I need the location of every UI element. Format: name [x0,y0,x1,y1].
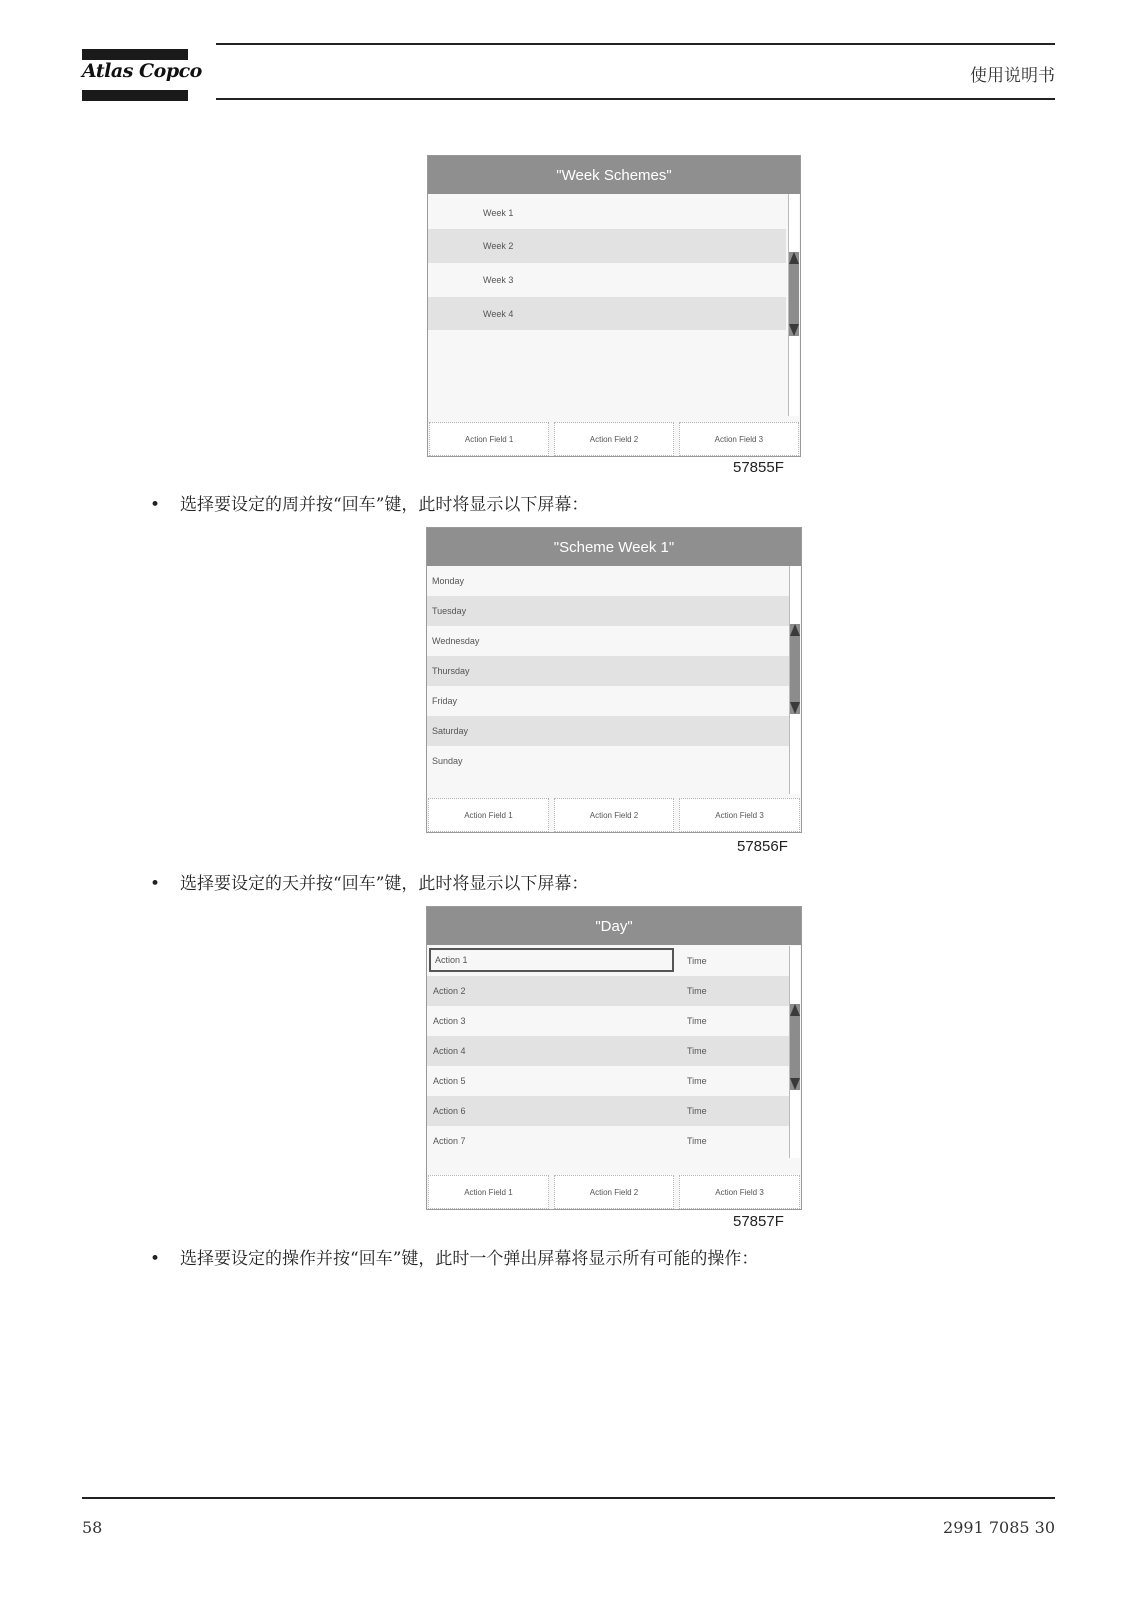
scroll-down-arrow-icon[interactable] [790,702,800,714]
list-item-label: Friday [432,696,458,706]
action-field-1-button[interactable]: Action Field 1 [428,798,549,832]
list-item-tuesday[interactable] [427,596,789,626]
action-field-1-button[interactable]: Action Field 1 [428,1175,549,1209]
scrollbar[interactable] [789,566,800,794]
bullet-text: 选择要设定的周并按“回车”键，此时将显示以下屏幕： [180,495,589,515]
figure-code: 57855F [733,459,784,476]
bullet-paragraph-2 [150,869,588,894]
list-item-label: Wednesday [432,636,480,646]
list-item-monday[interactable] [427,566,789,596]
action-field-3-button[interactable]: Action Field 3 [679,422,799,456]
bullet-text: 选择要设定的操作并按“回车”键，此时一个弹出屏幕将显示所有可能的操作： [180,1249,759,1269]
bullet-paragraph-3 [150,1244,758,1269]
scroll-down-arrow-icon[interactable] [789,324,799,336]
time-label: Time [687,1136,707,1146]
action-field-2-button[interactable]: Action Field 2 [554,422,674,456]
document-number: 2991 7085 30 [943,1518,1055,1537]
time-label: Time [687,1046,707,1056]
action-field-2-button[interactable]: Action Field 2 [554,798,675,832]
list-item-label: Action 6 [433,1106,466,1116]
list-item-label: Week 3 [483,275,514,285]
list-item-label: Action 3 [433,1016,466,1026]
screen-title: "Scheme Week 1" [427,528,801,566]
screen-week-schemes [427,155,801,457]
list-item-sunday[interactable] [427,746,789,776]
action-field-1-button[interactable]: Action Field 1 [429,422,549,456]
action-bar [427,1175,801,1209]
scroll-up-arrow-icon[interactable] [790,624,800,636]
time-label: Time [687,1076,707,1086]
scroll-down-arrow-icon[interactable] [790,1078,800,1090]
logo-bar-top [82,49,188,60]
list-item-week-2[interactable] [428,229,786,263]
list-item-action-1[interactable] [427,946,789,976]
list-item-label: Action 1 [429,948,674,972]
logo-bar-bottom [82,90,188,101]
page-number: 58 [82,1518,103,1537]
header-rule-bottom [216,98,1055,100]
scrollbar[interactable] [788,194,799,416]
time-label: Time [687,1106,707,1116]
action-bar [427,798,801,832]
list-item-action-6[interactable] [427,1096,789,1126]
header-title: 使用说明书 [970,66,1055,86]
action-field-2-button[interactable]: Action Field 2 [554,1175,675,1209]
figure-code: 57857F [733,1213,784,1230]
bullet-symbol: • [150,1249,161,1269]
list-item-action-7[interactable] [427,1126,789,1156]
list-item-week-3[interactable] [428,263,786,297]
list-item-week-1[interactable] [428,196,786,229]
list-item-label: Monday [432,576,465,586]
list-item-label: Action 7 [433,1136,466,1146]
screen-title: "Week Schemes" [428,156,800,194]
scrollbar[interactable] [789,946,800,1158]
list-item-label: Sunday [432,756,463,766]
time-label: Time [687,986,707,996]
list-item-label: Week 1 [483,207,514,218]
list-item-thursday[interactable] [427,656,789,686]
list-item-label: Thursday [432,666,470,676]
action-bar [428,422,800,456]
bullet-paragraph-1 [150,490,588,515]
screen-scheme-week [426,527,802,833]
list-item-action-5[interactable] [427,1066,789,1096]
screen-title: "Day" [427,907,801,945]
bullet-symbol: • [150,495,161,515]
list-item-action-4[interactable] [427,1036,789,1066]
bullet-text: 选择要设定的天并按“回车”键，此时将显示以下屏幕： [180,874,589,894]
figure-code: 57856F [737,838,788,855]
list-item-label: Week 4 [483,308,514,319]
bullet-symbol: • [150,874,161,894]
list-item-label: Week 2 [483,241,514,251]
brand-logo: Atlas Copco [82,60,202,82]
list-item-label: Tuesday [432,606,467,616]
time-label: Time [687,956,707,966]
time-label: Time [687,1016,707,1026]
list-item-label: Action 5 [433,1076,466,1086]
list-item-wednesday[interactable] [427,626,789,656]
list-item-action-3[interactable] [427,1006,789,1036]
action-field-3-button[interactable]: Action Field 3 [679,798,800,832]
scrollbar-thumb[interactable] [790,624,800,714]
screen-day [426,906,802,1210]
list-item-friday[interactable] [427,686,789,716]
list-item-week-4[interactable] [428,297,786,330]
list-item-label: Action 2 [433,986,466,996]
list-item-saturday[interactable] [427,716,789,746]
footer-rule [82,1497,1055,1499]
list-item-label: Action 4 [433,1046,466,1056]
action-field-3-button[interactable]: Action Field 3 [679,1175,800,1209]
scroll-up-arrow-icon[interactable] [790,1004,800,1016]
list-item-action-2[interactable] [427,976,789,1006]
list-item-label: Saturday [432,726,469,736]
header-rule-top [216,43,1055,45]
scroll-up-arrow-icon[interactable] [789,252,799,264]
